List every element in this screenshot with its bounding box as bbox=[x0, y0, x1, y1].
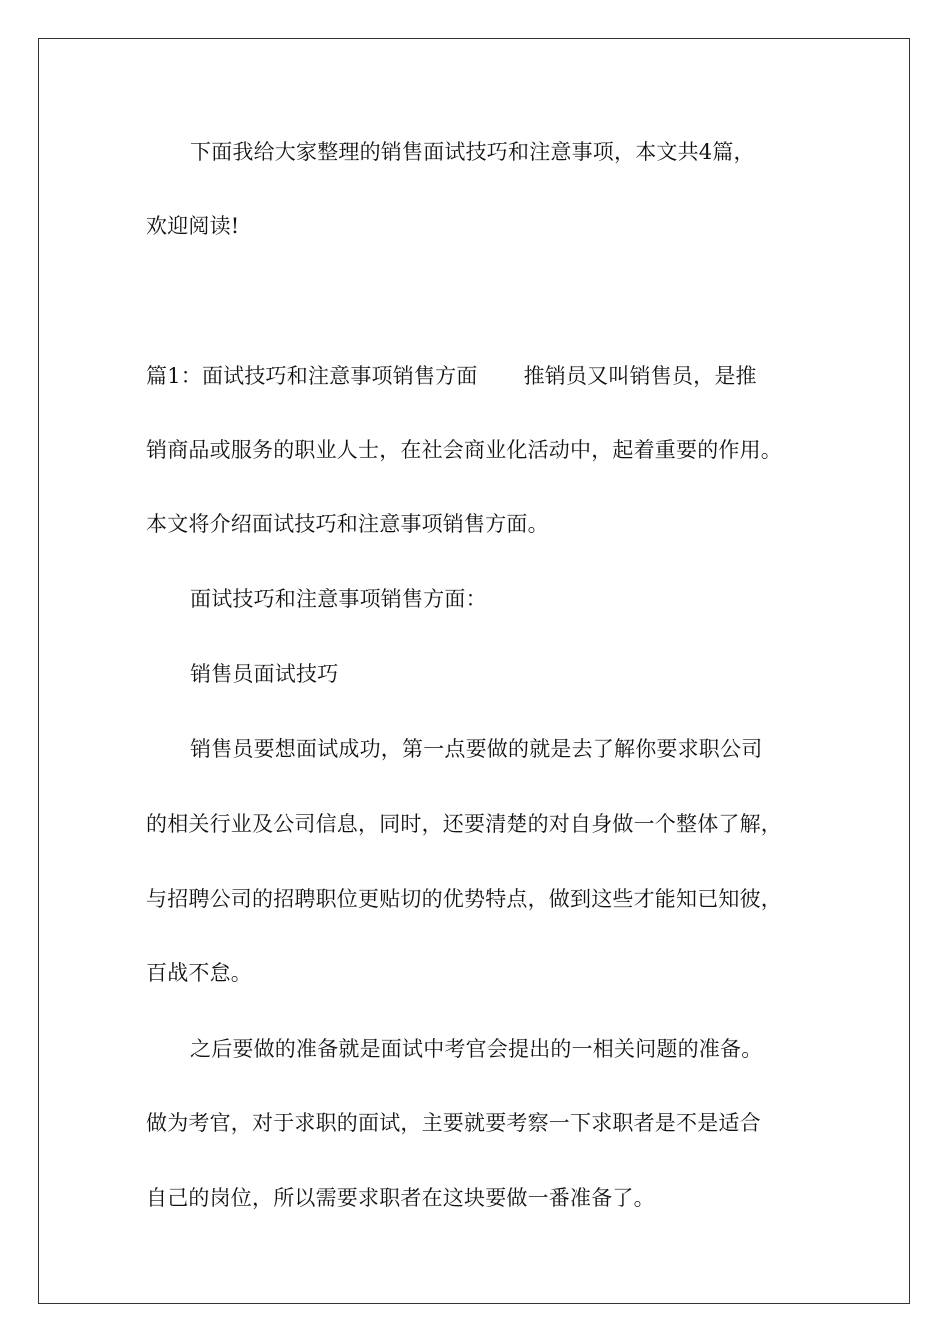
section-line-1-tail: 推销员又叫销售员，是推 bbox=[523, 364, 757, 388]
subheading-2: 销售员面试技巧 bbox=[190, 662, 339, 686]
section-line-2: 销商品或服务的职业人士，在社会商业化活动中，起着重要的作用。 bbox=[146, 438, 782, 462]
section-heading-line bbox=[146, 361, 757, 391]
paragraph-2-line-2: 做为考官，对于求职的面试，主要就要考察一下求职者是不是适合 bbox=[146, 1111, 761, 1135]
intro-line-1: 下面我给大家整理的销售面试技巧和注意事项，本文共4篇， bbox=[190, 140, 755, 164]
paragraph-1-line-2: 的相关行业及公司信息，同时，还要清楚的对自身做一个整体了解， bbox=[146, 812, 782, 836]
paragraph-2-line-1: 之后要做的准备就是面试中考官会提出的一相关问题的准备。 bbox=[190, 1037, 763, 1061]
paragraph-1-line-4: 百战不怠。 bbox=[146, 961, 252, 985]
paragraph-1-line-3: 与招聘公司的招聘职位更贴切的优势特点，做到这些才能知已知彼， bbox=[146, 887, 782, 911]
intro-line-2: 欢迎阅读! bbox=[146, 214, 240, 238]
paragraph-2-line-3: 自己的岗位，所以需要求职者在这块要做一番准备了。 bbox=[146, 1186, 655, 1210]
subheading-1: 面试技巧和注意事项销售方面： bbox=[190, 587, 487, 611]
section-title: 篇1：面试技巧和注意事项销售方面 bbox=[146, 364, 478, 388]
paragraph-1-line-1: 销售员要想面试成功，第一点要做的就是去了解你要求职公司 bbox=[190, 737, 763, 761]
section-line-3: 本文将介绍面试技巧和注意事项销售方面。 bbox=[146, 512, 549, 536]
